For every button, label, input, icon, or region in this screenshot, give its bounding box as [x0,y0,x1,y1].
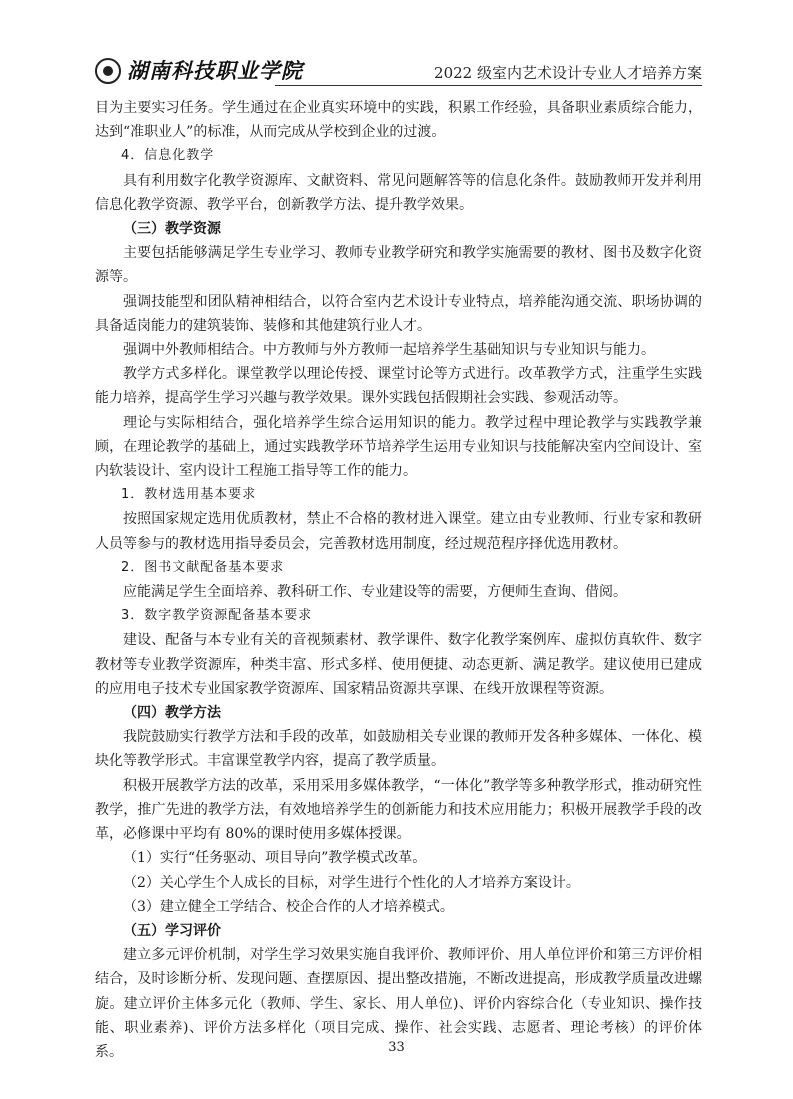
list-item: （1）实行“任务驱动、项目导向”教学模式改革。 [123,850,427,867]
document-title: 2022 级室内艺术设计专业人才培养方案 [434,64,702,82]
school-seal-icon [95,58,121,84]
paragraph: 建设、配备与本专业有关的音视频素材、教学课件、数字化教学案例库、虚拟仿真软件、数字教材等专业教学资源库，种类丰富、形式多样、使用便捷、动态更新、满足教学。建议使用已建成的应用电子技术专业国家教学资源库、国家精品资源共享课、在线开放课程等资源。 [95,632,702,697]
paragraph: 强调技能型和团队精神相结合，以符合室内艺术设计专业特点，培养能沟通交流、职场协调的具备适岗能力的建筑装饰、装修和其他建筑行业人才。 [95,293,702,334]
page-number: 33 [388,1040,405,1055]
school-logo [95,54,303,88]
section-heading-learning-evaluation: （五）学习评价 [123,922,221,939]
paragraph: 应能满足学生全面培养、教科研工作、专业建设等的需要，方便师生查询、借阅。 [123,584,627,601]
header-divider [275,85,702,86]
subheading-library-resources: 2．图书文献配备基本要求 [121,559,285,575]
page-body [95,96,702,1064]
paragraph: 目为主要实习任务。学生通过在企业真实环境中的实践，积累工作经验，具备职业素质综合能力，达到“准职业人”的标准，从而完成从学校到企业的过渡。 [95,100,702,141]
paragraph: 具有利用数字化教学资源库、文献资料、常见问题解答等的信息化条件。鼓励教师开发并利用信息化教学资源、教学平台，创新教学方法、提升教学效果。 [95,172,702,213]
paragraph: 强调中外教师相结合。中方教师与外方教师一起培养学生基础知识与专业知识与能力。 [123,342,655,359]
paragraph: 理论与实际相结合，强化培养学生综合运用知识的能力。教学过程中理论教学与实践教学兼顾，在理论教学的基础上，通过实践教学环节培养学生运用专业知识与技能解决室内空间设计、室内软装设计、室内设计工程施工指导等工作的能力。 [95,414,702,480]
paragraph: 主要包括能够满足学生专业学习、教师专业教学研究和教学实施需要的教材、图书及数字化资源等。 [95,245,702,286]
subheading-informatized-teaching: 4．信息化教学 [121,148,215,164]
school-name: 湖南科技职业学院 [127,58,303,83]
paragraph: 我院鼓励实行教学方法和手段的改革，如鼓励相关专业课的教师开发各种多媒体、一体化、模块化等教学形式。丰富课堂教学内容，提高了教学质量。 [95,729,702,770]
list-item: （2）关心学生个人成长的目标，对学生进行个性化的人才培养方案设计。 [123,874,580,891]
paragraph: 建立多元评价机制，对学生学习效果实施自我评价、教师评价、用人单位评价和第三方评价相结合，及时诊断分析、发现问题、查摆原因、提出整改措施，不断改进提高，形成教学质量改进螺旋。建立评价主体多元化（教师、学生、家长、用人单位)、评价内容综合化（专业知识、操作技能、职业素养)、评价方法多样化（项目完成、操作、社会实践、志愿者、理论考核）的评价体系。 [95,947,702,1060]
subheading-textbook-selection: 1．教材选用基本要求 [121,487,257,503]
section-heading-teaching-resources: （三）教学资源 [123,221,221,238]
paragraph: 按照国家规定选用优质教材，禁止不合格的教材进入课堂。建立由专业教师、行业专家和教研人员等参与的教材选用指导委员会，完善教材选用制度，经过规范程序择优选用教材。 [95,511,702,552]
subheading-digital-resources: 3．数字教学资源配备基本要求 [121,608,313,624]
page-header [95,54,702,88]
paragraph: 教学方式多样化。课堂教学以理论传授、课堂讨论等方式进行。改革教学方式，注重学生实践能力培养，提高学生学习兴趣与教学效果。课外实践包括假期社会实践、参观活动等。 [95,366,702,407]
section-heading-teaching-methods: （四）教学方法 [123,705,221,722]
paragraph: 积极开展教学方法的改革，采用采用多媒体教学，“一体化”教学等多种教学形式，推动研究性教学，推广先进的教学方法，有效地培养学生的创新能力和技术应用能力；积极开展教学手段的改革，必修课中平均有 80%的课时使用多媒体授课。 [95,777,702,843]
list-item: （3）建立健全工学结合、校企合作的人才培养模式。 [123,898,454,915]
